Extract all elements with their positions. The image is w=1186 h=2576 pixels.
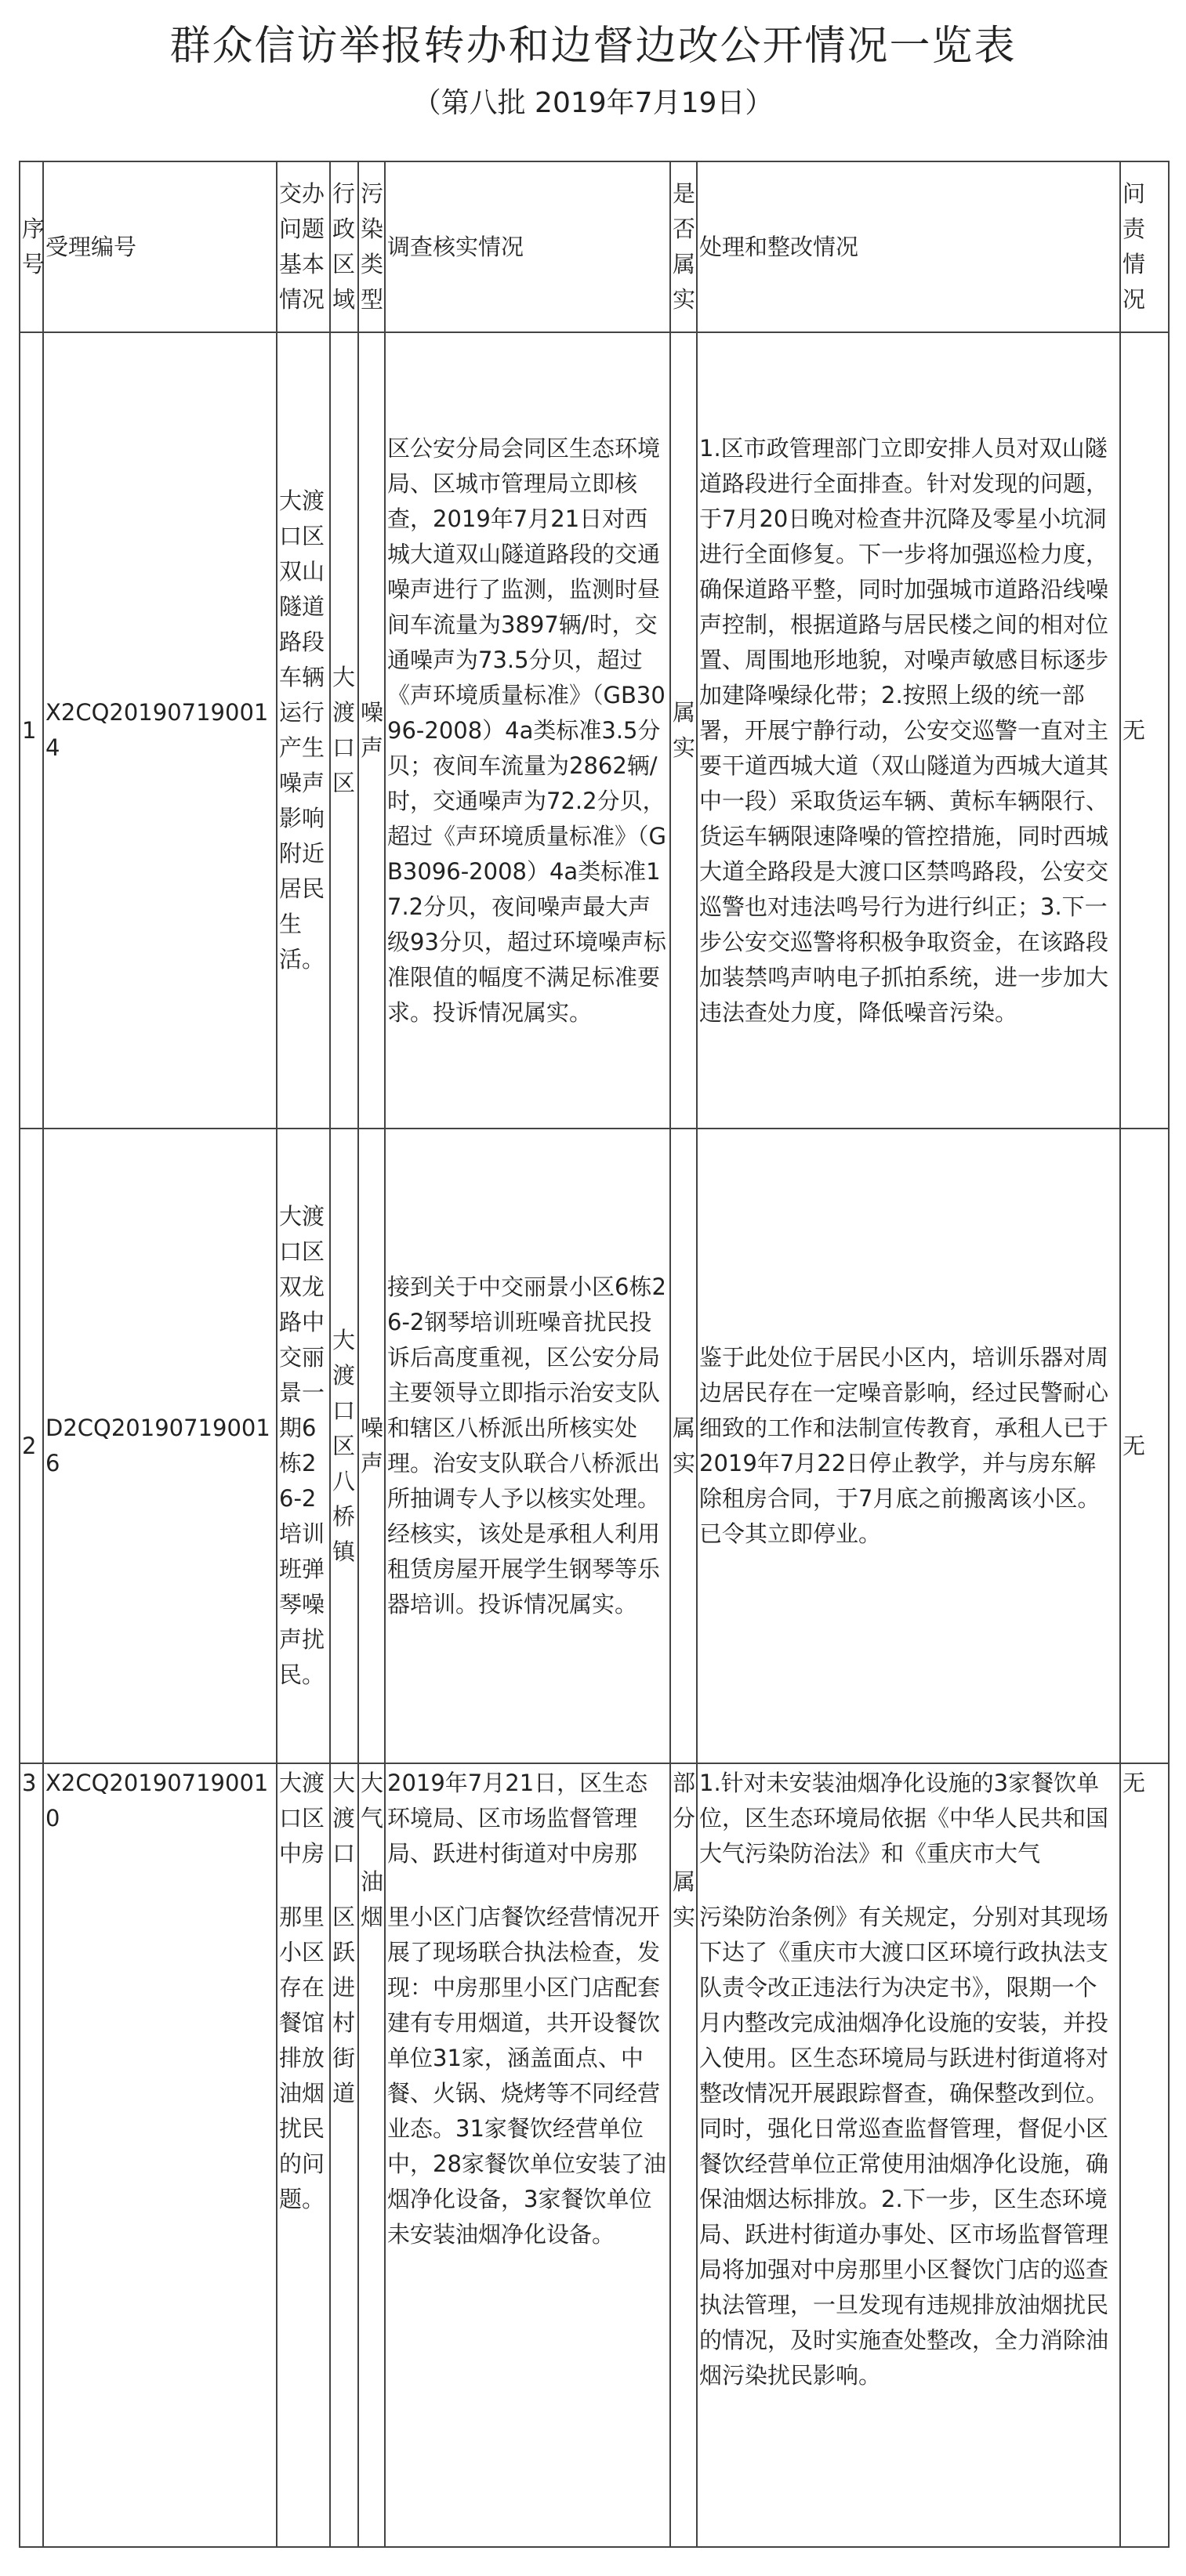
cell-problem: 大渡口区双山隧道路段车辆运行产生噪声影响附近居民生活。	[277, 332, 330, 1129]
cell-case-no: X2CQ201907190010	[43, 1763, 277, 2547]
cell-accountability: 无	[1120, 332, 1169, 1129]
cell-verified-part-1: 部分	[673, 1770, 696, 1831]
header-handling: 处理和整改情况	[697, 161, 1120, 332]
cell-investigation	[385, 1763, 670, 2547]
table-row	[20, 1763, 1169, 2547]
cell-handling	[697, 1763, 1120, 2547]
cell-verified: 属实	[670, 1129, 697, 1763]
cell-verified	[670, 1763, 697, 2547]
cell-handling-part-2: 污染防治条例》有关规定，分别对其现场下达了《重庆市大渡口区环境行政执法支队责令改正违法行为决定书》，限期一个月内整改完成油烟净化设施的安装，并投入使用。区生态环境局与跃进村街道将对整改情况开展跟踪督查，确保整改到位。同时，强化日常巡查监督管理，督促小区餐饮经营单位正常使用油烟净化设施，确保油烟达标排放。2.下一步，区生态环境局、跃进村街道办事处、区市场监督管理局将加强对中房那里小区餐饮门店的巡查执法管理，一旦发现有违规排放油烟扰民的情况，及时实施查处整改，全力消除油烟污染扰民影响。	[699, 1904, 1109, 2389]
cell-handling: 1.区市政管理部门立即安排人员对双山隧道路段进行全面排查。针对发现的问题，于7月20日晚对检查井沉降及零星小坑洞进行全面修复。下一步将加强巡检力度，确保道路平整，同时加强城市道路沿线噪声控制，根据道路与居民楼之间的相对位置、周围地形地貌，对噪声敏感目标逐步加建降噪绿化带；2.按照上级的统一部署，开展宁静行动，公安交巡警一直对主要干道西城大道（双山隧道为西城大道其中一段）采取货运车辆、黄标车辆限行、货运车辆限速降噪的管控措施，同时西城大道全路段是大渡口区禁鸣路段，公安交巡警也对违法鸣号行为进行纠正；3.下一步公安交巡警将积极争取资金，在该路段加装禁鸣声呐电子抓拍系统，进一步加大违法查处力度，降低噪音污染。	[697, 332, 1120, 1129]
paragraph-gap	[279, 1871, 328, 1900]
cell-seq: 1	[20, 332, 43, 1129]
cell-case-no: D2CQ201907190016	[43, 1129, 277, 1763]
cell-investigation-part-1: 2019年7月21日，区生态环境局、区市场监督管理局、跃进村街道对中房那	[387, 1770, 648, 1867]
cell-investigation: 接到关于中交丽景小区6栋26-2钢琴培训班噪音扰民投诉后高度重视，区公安分局主要领导立即指示治安支队和辖区八桥派出所核实处理。治安支队联合八桥派出所抽调专人予以核实处理。经核实，该处是承租人利用租赁房屋开展学生钢琴等乐器培训。投诉情况属实。	[385, 1129, 670, 1763]
header-verified: 是否属实	[670, 161, 697, 332]
cell-district: 大渡口区八桥镇	[330, 1129, 358, 1763]
cell-problem: 大渡口区双龙路中交丽景一期6栋26-2培训班弹琴噪声扰民。	[277, 1129, 330, 1763]
cell-seq: 3	[20, 1763, 43, 2547]
complaint-table	[19, 161, 1170, 2548]
cell-verified-part-2: 属实	[673, 1868, 696, 1930]
cell-district-part-1: 大渡口	[332, 1770, 356, 1867]
paragraph-gap	[699, 1871, 1118, 1900]
cell-handling: 鉴于此处位于居民小区内，培训乐器对周边居民存在一定噪音影响，经过民警耐心细致的工作和法制宣传教育，承租人已于2019年7月22日停止教学，并与房东解除租房合同，于7月底之前搬离该小区。已令其立即停业。	[697, 1129, 1120, 1763]
cell-district	[330, 1763, 358, 2547]
cell-seq: 2	[20, 1129, 43, 1763]
table-row	[20, 1129, 1169, 1763]
cell-district: 大渡口区	[330, 332, 358, 1129]
cell-pollution-type: 噪声	[358, 1129, 385, 1763]
paragraph-gap	[361, 1836, 383, 1864]
paragraph-gap	[673, 1836, 695, 1864]
cell-investigation: 区公安分局会同区生态环境局、区城市管理局立即核查，2019年7月21日对西城大道双山隧道路段的交通噪声进行了监测，监测时昼间车流量为3897辆/时，交通噪声为73.5分贝，超过《声环境质量标准》（GB3096-2008）4a类标准3.5分贝；夜间车流量为2862辆/时，交通噪声为72.2分贝，超过《声环境质量标准》（GB3096-2008）4a类标准17.2分贝，夜间噪声最大声级93分贝，超过环境噪声标准限值的幅度不满足标准要求。投诉情况属实。	[385, 332, 670, 1129]
paragraph-gap	[387, 1871, 668, 1900]
cell-pollution-part-1: 大气	[361, 1770, 384, 1831]
cell-verified: 属实	[670, 332, 697, 1129]
document-title: 群众信访举报转办和边督边改公开情况一览表	[169, 23, 1017, 70]
header-case-no: 受理编号	[43, 161, 277, 332]
header-accountability: 问责情况	[1120, 161, 1169, 332]
header-problem: 交办问题基本情况	[277, 161, 330, 332]
cell-investigation-part-2: 里小区门店餐饮经营情况开展了现场联合执法检查，发现：中房那里小区门店配套建有专用烟道，共开设餐饮单位31家，涵盖面点、中餐、火锅、烧烤等不同经营业态。31家餐饮经营单位中，28家餐饮单位安装了油烟净化设备，3家餐饮单位未安装油烟净化设备。	[387, 1904, 666, 2248]
cell-problem	[277, 1763, 330, 2547]
table-row	[20, 332, 1169, 1129]
header-district: 行政区域	[330, 161, 358, 332]
cell-pollution-type: 噪声	[358, 332, 385, 1129]
table-header-row	[20, 161, 1169, 332]
cell-problem-part-1: 大渡口区中房	[279, 1770, 325, 1867]
header-investigation: 调查核实情况	[385, 161, 670, 332]
cell-accountability: 无	[1120, 1129, 1169, 1763]
cell-district-part-2: 区跃进村街道	[332, 1904, 356, 2107]
document-subtitle: （第八批 2019年7月19日）	[412, 87, 774, 119]
cell-accountability: 无	[1120, 1763, 1169, 2547]
cell-problem-part-2: 那里小区存在餐馆排放油烟扰民的问题。	[279, 1904, 325, 2212]
cell-case-no: X2CQ201907190014	[43, 332, 277, 1129]
cell-handling-part-1: 1.针对未安装油烟净化设施的3家餐饮单位，区生态环境局依据《中华人民共和国大气污染防治法》和《重庆市大气	[699, 1770, 1109, 1867]
cell-pollution-type	[358, 1763, 385, 2547]
paragraph-gap	[332, 1871, 356, 1900]
cell-pollution-part-2: 油烟	[361, 1868, 384, 1930]
header-pollution-type: 污染类型	[358, 161, 385, 332]
header-seq: 序号	[20, 161, 43, 332]
